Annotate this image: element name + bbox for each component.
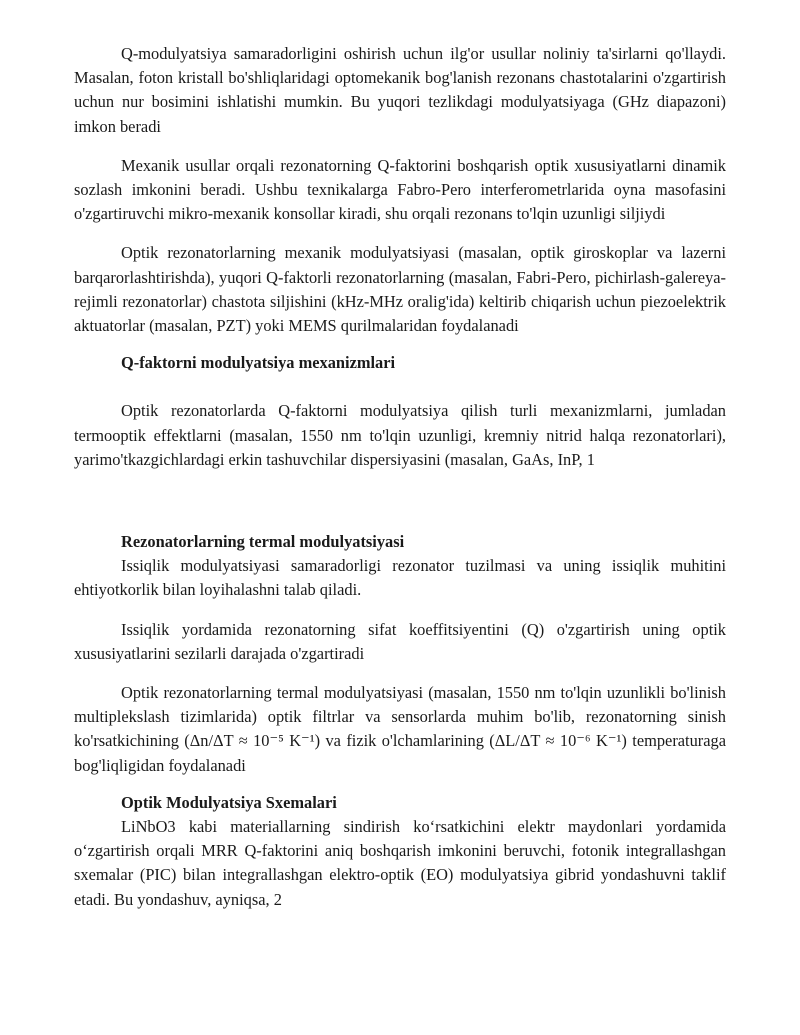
paragraph-thermal-q-change: Issiqlik yordamida rezonatorning sifat koeffitsiyentini (Q) o'zgartirish uning optik xususiyatlarini sezilarli darajada o'zgartiradi bbox=[74, 619, 726, 663]
heading-q-factor-mechanisms: Q-faktorni modulyatsiya mexanizmlari bbox=[121, 353, 396, 373]
paragraph-mechanical-methods: Mexanik usullar orqali rezonatorning Q-faktorini boshqarish optik xususiyatlarni dinamik sozlash imkonini beradi. Ushbu texnikalarga Fabro-Pero interferometrlarida oyna masofasini o'zgartiruvchi mikro-mexanik konsollar kiradi, shu orqali rezonans to'lqin uzunligi siljiydi bbox=[74, 155, 726, 224]
paragraph-mechanical-modulation: Optik rezonatorlarning mexanik modulyatsiyasi (masalan, optik giroskoplar va lazerni barqarorlashtirishda), yuqori Q-faktorli rezonatorlarning (masalan, Fabri-Pero, pichirlash-galereya-rejimli rezonatorlar) chastota siljishini (kHz-MHz oralig'ida) keltirib chiqarish uchun piezoelektrik aktuatorlar (masalan, PZT) yoki MEMS qurilmalaridan foydalanadi bbox=[74, 243, 726, 336]
paragraph-optomechanical: Q-modulyatsiya samaradorligini oshirish uchun ilg'or usullar noliniy ta'sirlarni qo'llaydi. Masalan, foton kristall bo'shliqlaridagi optomekanik bog'lanish rezonans chastotalarini o'zgartirish uchun nur bosimini ishlatishi mumkin. Bu yuqori tezlikdagi modulyatsiyaga (GHz diapazoni) imkon beradi bbox=[74, 44, 726, 136]
paragraph-electro-optic: LiNbO3 kabi materiallarning sindirish koʻrsatkichini elektr maydonlari yordamida oʻzgartirish orqali MRR Q-faktorini aniq boshqarish imkonini beruvchi, fotonik integrallashgan sxemalar (PIC) bilan integrallashgan elektro-optik (EO) modulyatsiya gibrid yondashuvni taklif etadi. Bu yondashuv, ayniqsa, 2 bbox=[74, 817, 726, 909]
heading-optical-modulation-schemes: Optik Modulyatsiya Sxemalari bbox=[121, 792, 337, 812]
paragraph-thermal-applications: Optik rezonatorlarning termal modulyatsiyasi (masalan, 1550 nm to'lqin uzunlikli bo'linish multiplekslash tizimlarida) optik filtrlar va sensorlarda muhim bo'lib, rezonatorning sinish ko'rsatkichining (Δn/ΔT ≈ 10⁻⁵ K⁻¹) va fizik o'lchamlarining (ΔL/ΔT ≈ 10⁻⁶ K⁻¹) temperaturaga bog'liqligidan foydalanadi bbox=[74, 683, 726, 775]
document-page bbox=[74, 42, 726, 927]
heading-thermal-modulation: Rezonatorlarning termal modulyatsiyasi bbox=[121, 532, 405, 552]
paragraph-q-factor-mechanisms: Optik rezonatorlarda Q-faktorni modulyatsiya qilish turli mexanizmlarni, jumladan termooptik effektlarni (masalan, 1550 nm to'lqin uzunligi, kremniy nitrid halqa rezonatorlari), yarimo'tkazgichlardagi erkin tashuvchilar dispersiyasini (masalan, GaAs, InP, 1 bbox=[74, 401, 726, 469]
paragraph-thermal-efficiency: Issiqlik modulyatsiyasi samaradorligi rezonator tuzilmasi va uning issiqlik muhitini ehtiyotkorlik bilan loyihalashni talab qiladi. bbox=[74, 556, 726, 600]
